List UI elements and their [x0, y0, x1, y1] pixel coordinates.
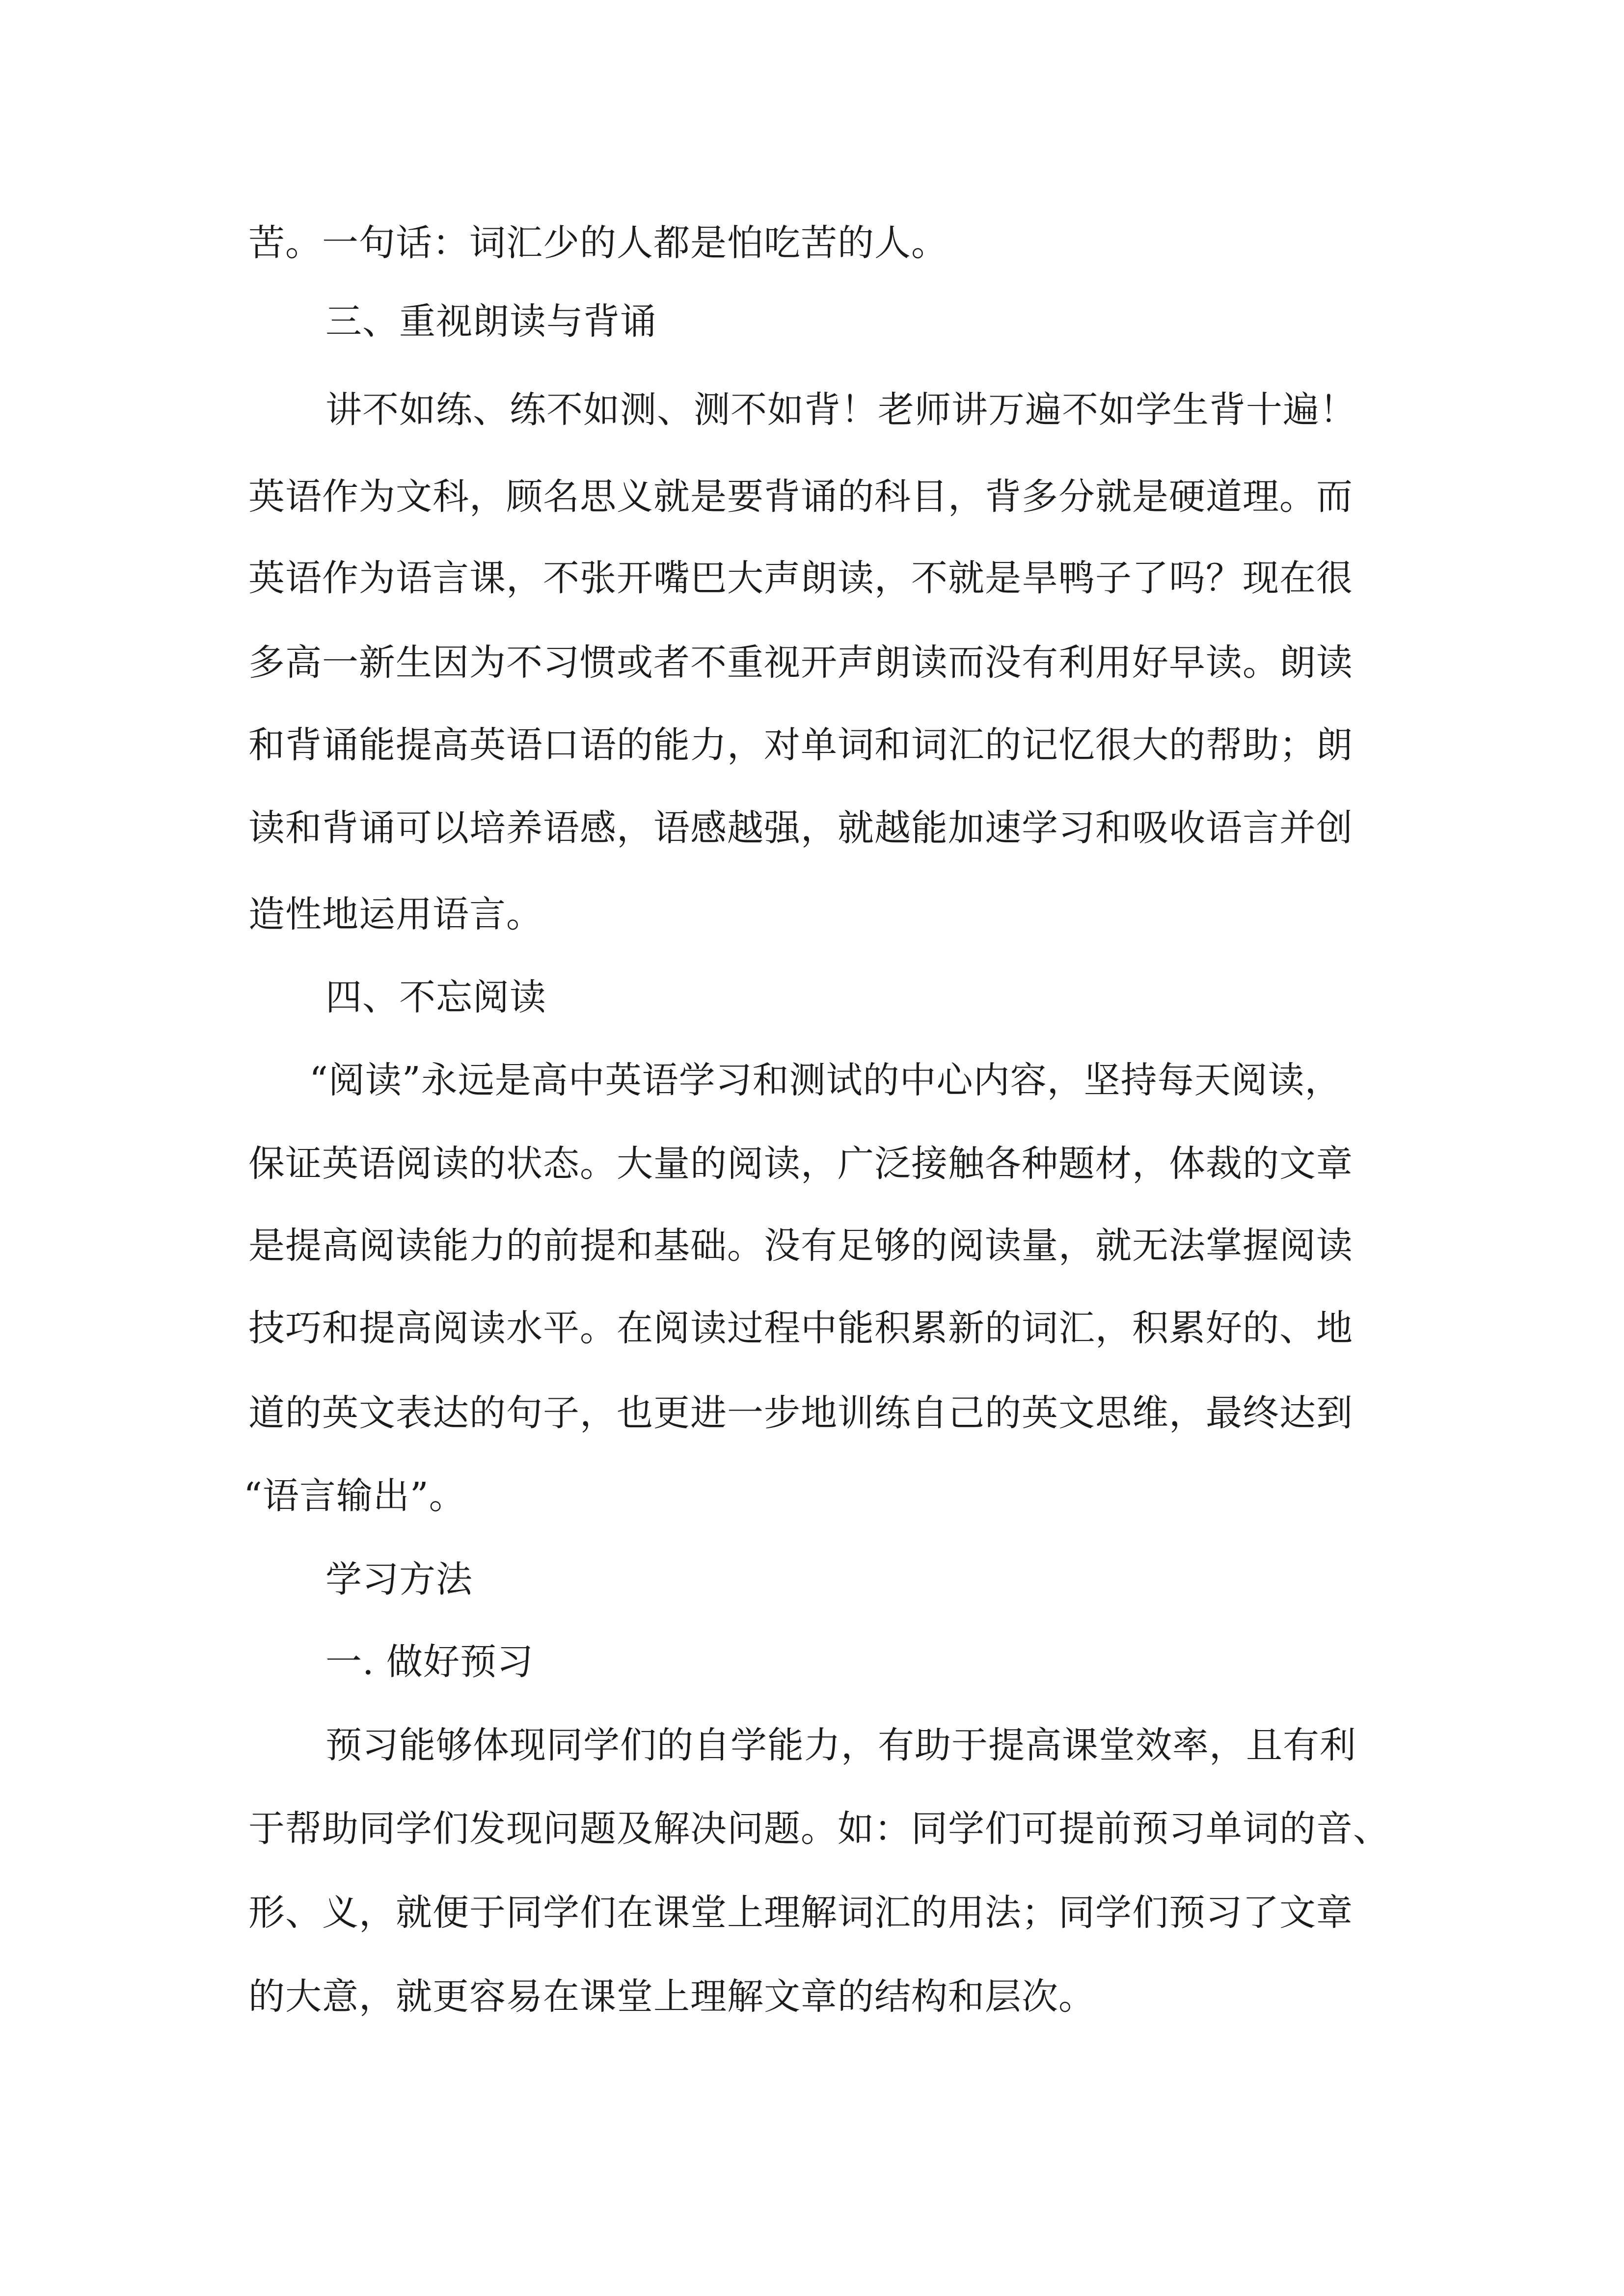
text-line: 苦。一句话：词汇少的人都是怕吃苦的人。 — [248, 222, 948, 264]
paragraph-first-line: “阅读”永远是高中英语学习和测试的中心内容，坚持每天阅读， — [309, 1059, 1342, 1101]
paragraph-first-line: 预习能够体现同学们的自学能力，有助于提高课堂效率，且有利 — [325, 1724, 1356, 1766]
text-line: 形、义，就便于同学们在课堂上理解词汇的用法；同学们预习了文章 — [248, 1892, 1353, 1934]
section-heading: 一. 做好预习 — [325, 1641, 534, 1683]
text-line: 造性地运用语言。 — [248, 893, 543, 935]
text-line: “语言输出”。 — [244, 1475, 466, 1517]
text-line: 多高一新生因为不习惯或者不重视开声朗读而没有利用好早读。朗读 — [248, 641, 1353, 684]
section-heading: 四、不忘阅读 — [325, 976, 546, 1018]
section-heading: 三、重视朗读与背诵 — [325, 300, 657, 343]
text-line: 是提高阅读能力的前提和基础。没有足够的阅读量，就无法掌握阅读 — [248, 1225, 1353, 1267]
text-line: 的大意，就更容易在课堂上理解文章的结构和层次。 — [248, 1976, 1095, 2018]
paragraph-first-line: 讲不如练、练不如测、测不如背！老师讲万遍不如学生背十遍！ — [325, 389, 1356, 431]
text-line: 于帮助同学们发现问题及解决问题。如：同学们可提前预习单词的音、 — [248, 1808, 1390, 1850]
text-line: 技巧和提高阅读水平。在阅读过程中能积累新的词汇，积累好的、地 — [248, 1307, 1353, 1349]
text-line: 和背诵能提高英语口语的能力，对单词和词汇的记忆很大的帮助；朗 — [248, 724, 1353, 766]
text-line: 英语作为文科，顾名思义就是要背诵的科目，背多分就是硬道理。而 — [248, 476, 1353, 518]
section-heading: 学习方法 — [325, 1558, 473, 1601]
text-line: 读和背诵可以培养语感，语感越强，就越能加速学习和吸收语言并创 — [248, 807, 1353, 849]
text-line: 保证英语阅读的状态。大量的阅读，广泛接触各种题材，体裁的文章 — [248, 1143, 1353, 1185]
text-line: 英语作为语言课，不张开嘴巴大声朗读，不就是旱鸭子了吗？现在很 — [248, 557, 1353, 599]
text-line: 道的英文表达的句子，也更进一步地训练自己的英文思维，最终达到 — [248, 1392, 1353, 1434]
